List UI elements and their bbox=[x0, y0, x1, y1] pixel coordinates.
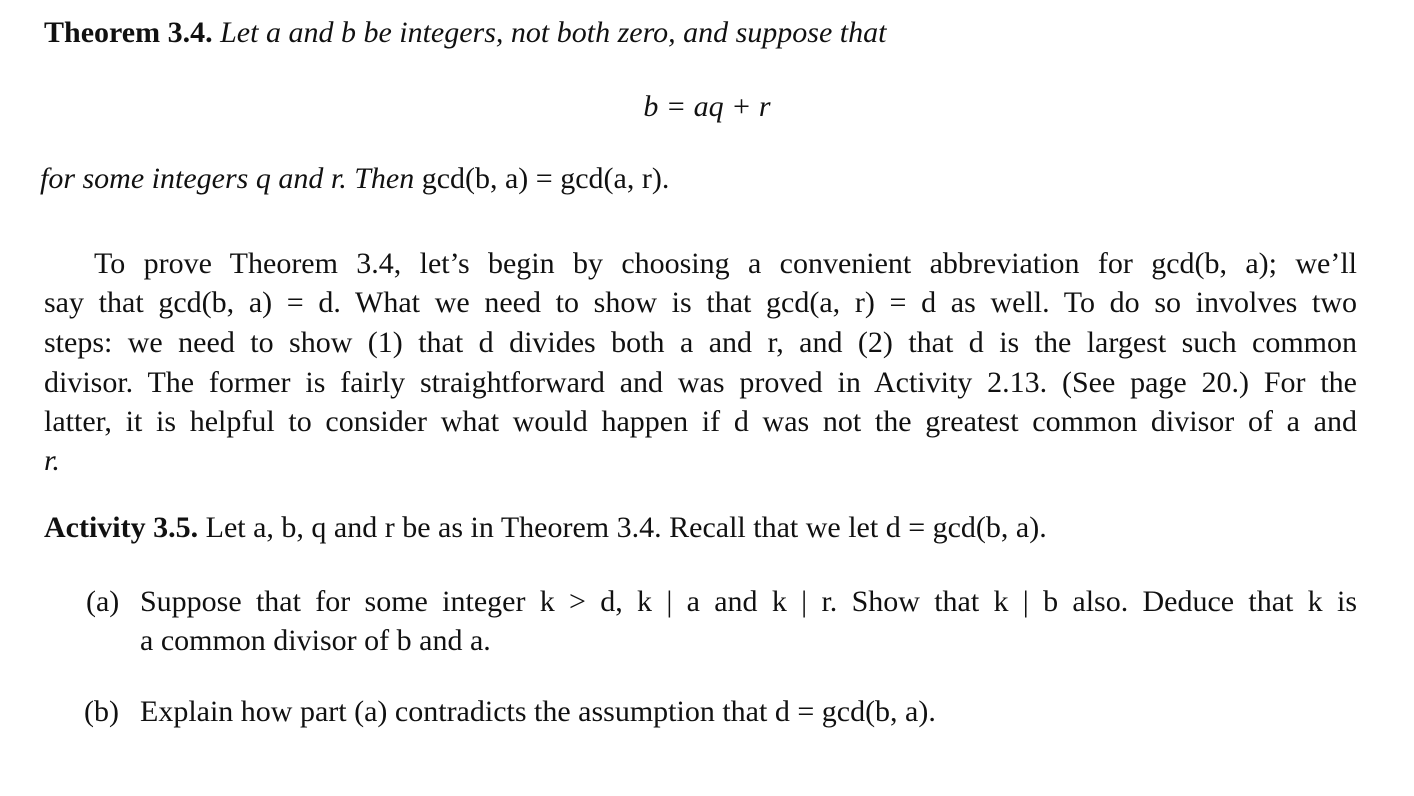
paragraph-line-2: say that gcd(b, a) = d. What we need to show is that gcd(a, r) = d as well. To do so involves two bbox=[44, 286, 1358, 319]
paragraph-line-1: To prove Theorem 3.4, let’s begin by choosing a convenient abbreviation for gcd(b, a); we’ll bbox=[94, 247, 1357, 280]
part-b-text: Explain how part (a) contradicts the assumption that d = gcd(b, a). bbox=[140, 695, 936, 728]
activity-text: Let a, b, q and r be as in Theorem 3.4. Recall that we let d = gcd(b, a). bbox=[205, 511, 1047, 544]
activity-statement bbox=[44, 511, 1047, 545]
part-a-line-1: Suppose that for some integer k > d, k | a and k | r. Show that k | b also. Deduce that k is bbox=[140, 585, 1357, 618]
paragraph-line-3: steps: we need to show (1) that d divides both a and r, and (2) that d is the largest such common bbox=[44, 326, 1357, 359]
theorem-conclusion: gcd(b, a) = gcd(a, r). bbox=[421, 162, 670, 195]
theorem-text-1: Let a and b be integers, not both zero, and suppose that bbox=[220, 16, 887, 49]
activity-label: Activity 3.5. bbox=[44, 511, 199, 544]
theorem-label: Theorem 3.4. bbox=[44, 16, 213, 49]
paragraph-line-5: latter, it is helpful to consider what would happen if d was not the greatest common divisor of a and bbox=[44, 405, 1357, 438]
part-a-line-2: a common divisor of b and a. bbox=[140, 624, 491, 657]
theorem-equation: b = aq + r bbox=[643, 90, 771, 123]
theorem-conclusion-line: for some integers q and r. Then gcd(b, a) = gcd(a, r). bbox=[40, 162, 670, 195]
paragraph-line-6: r. bbox=[44, 444, 60, 477]
theorem-statement bbox=[44, 16, 886, 50]
paragraph-line-4: divisor. The former is fairly straightforward and was proved in Activity 2.13. (See page 20.) For the bbox=[44, 366, 1357, 399]
part-a-label: (a) bbox=[86, 585, 120, 618]
part-b-label: (b) bbox=[84, 695, 119, 728]
